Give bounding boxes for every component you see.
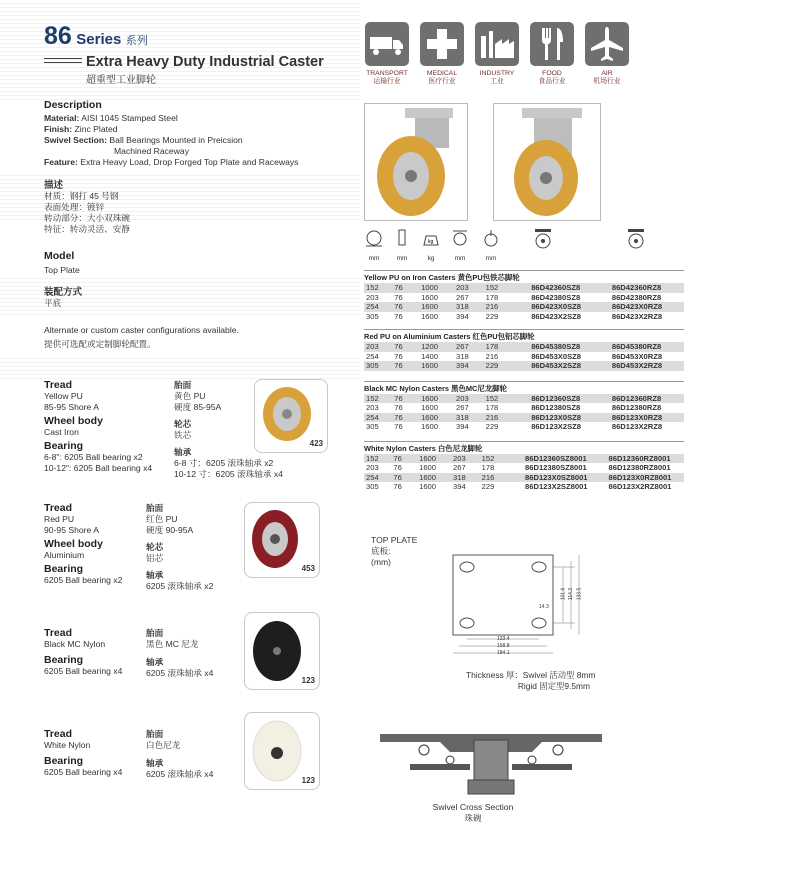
tread-value: Yellow PU: [44, 391, 83, 401]
table-cell: 86D123X2SZ8: [531, 422, 582, 431]
tread-heading-zh: 胎面: [174, 380, 192, 390]
description-heading: Description: [44, 99, 102, 111]
table-cell: 76: [394, 283, 403, 292]
table-cell: 86D423X0SZ8: [531, 302, 582, 311]
table-cell: 1200: [421, 342, 438, 351]
spec-table: [364, 454, 684, 492]
table-cell: 318: [453, 472, 466, 482]
tread-value: White Nylon: [44, 740, 91, 750]
table-row: [364, 302, 684, 312]
rigid-caster-image: [493, 103, 601, 221]
bearing-value: 6205 Ball bearing x4: [44, 767, 123, 777]
table-row: [364, 454, 684, 464]
table-cell: 229: [485, 311, 499, 321]
bearing-value-zh: 6205 滚珠轴承 x4: [146, 668, 214, 678]
table-cell: 318: [456, 302, 469, 311]
tread-heading: Tread: [44, 502, 73, 514]
industry-air: [585, 22, 637, 86]
wheel-spec-red-pu-zh: [146, 502, 236, 592]
description-zh-block: [44, 177, 130, 235]
description-zh-line: 特征：转动灵活、安静: [44, 224, 130, 234]
table-cell: 1600: [419, 463, 437, 472]
table-cell: 178: [481, 463, 495, 472]
table-cell: 76: [393, 453, 402, 463]
table-cell: 76: [394, 403, 403, 412]
description-zh-line: 材质：钢打 45 号钢: [44, 191, 119, 201]
tread-heading-zh: 胎面: [146, 503, 164, 513]
swivel-radius-icon: mm: [481, 228, 501, 262]
spec-table: [364, 394, 684, 432]
top-plate-title: TOP PLATE: [371, 535, 418, 545]
table-cell: 86D12360RZ8: [611, 393, 662, 403]
load-capacity-icon: kg kg: [421, 228, 441, 262]
table-cell: 86D12380RZ8001: [608, 463, 671, 472]
table-cell: 152: [366, 393, 379, 403]
table-cell: 1600: [421, 361, 438, 370]
airplane-icon: [585, 22, 629, 66]
table-cell: 305: [366, 311, 379, 321]
wheel-body-value: Cast Iron: [44, 427, 79, 437]
table-cell: 86D453X2RZ8: [611, 361, 663, 370]
table-cell: 86D123X0SZ8: [531, 412, 582, 422]
industry-transport: [365, 22, 417, 86]
table-row: [364, 403, 684, 413]
table-cell: 1000: [421, 283, 438, 292]
table-cell: 229: [481, 482, 495, 491]
dimension-label: 133.4: [497, 636, 510, 642]
wheel-body-heading-zh: 轮芯: [174, 419, 192, 429]
series-word: Series: [76, 31, 122, 48]
section-title: Red PU on Aluminium Casters 红色PU包铝芯脚轮: [364, 329, 684, 342]
dimension-label: 114.3: [568, 587, 575, 601]
wheel-spec-black-nylon-zh: [146, 627, 236, 679]
table-cell: 1600: [421, 292, 438, 302]
dimension-label: 133.5: [576, 587, 583, 601]
tread-value-zh: 黑色 MC 尼龙: [146, 639, 199, 649]
table-cell: 86D12360SZ8001: [525, 453, 587, 463]
thickness-note: [466, 670, 596, 692]
table-cell: 229: [485, 422, 499, 431]
page-title-zh: 超重型工业脚轮: [86, 75, 156, 86]
table-cell: 1600: [421, 302, 438, 311]
table-row: [364, 312, 684, 322]
table-cell: 216: [481, 472, 495, 482]
table-cell: 76: [394, 302, 403, 311]
table-cell: 86D123X2RZ8: [611, 422, 663, 431]
bearing-heading-zh: 轴承: [146, 570, 164, 580]
tread-value: Red PU: [44, 514, 75, 524]
wheel-body-heading-zh: 轮芯: [146, 542, 164, 552]
table-cell: 216: [485, 302, 499, 311]
industry-label: TRANSPORT 运输行业: [366, 70, 408, 85]
table-cell: 203: [366, 463, 379, 472]
table-cell: 152: [485, 283, 499, 292]
table-cell: 76: [394, 292, 403, 302]
bearing-value-zh: 6205 滚珠轴承 x2: [146, 581, 214, 591]
wheel-body-heading: Wheel body: [44, 415, 103, 427]
wheel-body-value-zh: 铝芯: [146, 553, 164, 563]
model-heading: Model: [44, 250, 75, 262]
table-cell: 86D453X0RZ8: [611, 351, 663, 361]
table-cell: 267: [453, 463, 466, 472]
table-cell: 394: [456, 311, 469, 321]
table-cell: 203: [453, 453, 466, 463]
table-cell: 152: [481, 453, 495, 463]
cross-section-caption: [428, 802, 518, 824]
table-cell: 1600: [421, 412, 438, 422]
table-cell: 216: [485, 351, 499, 361]
top-plate-title-zh: 底板:: [371, 546, 391, 556]
table-cell: 178: [485, 292, 499, 302]
series-number: 86: [44, 22, 72, 50]
bearing-value-zh-2: 10-12 寸：6205 滚珠轴承 x4: [174, 469, 283, 479]
bearing-heading-zh: 轴承: [146, 657, 164, 667]
table-cell: 394: [456, 422, 469, 431]
table-cell: 86D453X0SZ8: [531, 351, 582, 361]
table-cell: 1600: [421, 393, 438, 403]
wheel-image-red: [244, 502, 320, 578]
industry-label: INDUSTRY 工业: [479, 70, 515, 85]
table-cell: 203: [456, 393, 469, 403]
section-title: Yellow PU on Iron Casters 黄色PU包铁芯脚轮: [364, 270, 684, 283]
table-cell: 76: [393, 463, 402, 472]
dimension-label: 14.3: [539, 604, 549, 610]
overall-height-icon: mm: [450, 228, 470, 262]
tread-value-zh: 红色 PU: [146, 514, 178, 524]
swivel-caster-image: [364, 103, 468, 221]
series-zh: 系列: [125, 35, 148, 47]
bearing-value-zh: 6205 滚珠轴承 x4: [146, 769, 214, 779]
table-cell: 86D42380SZ8: [531, 292, 581, 302]
table-cell: 86D423X2SZ8: [531, 311, 582, 321]
table-cell: 86D45380SZ8: [531, 342, 581, 351]
table-row: [364, 422, 684, 432]
table-cell: 152: [485, 393, 499, 403]
table-row: [364, 342, 684, 352]
table-cell: 86D42360SZ8: [531, 283, 581, 292]
table-row: [364, 463, 684, 473]
wheel-diameter-icon: mm: [364, 228, 384, 262]
table-cell: 86D453X2SZ8: [531, 361, 582, 370]
table-cell: 1600: [419, 453, 437, 463]
table-cell: 1400: [421, 351, 438, 361]
table-cell: 394: [453, 482, 466, 491]
description-swivel: Swivel Section: Ball Bearings Mounted in Preicsion: [44, 135, 243, 145]
tread-value-zh-2: 硬度 85-95A: [174, 402, 222, 412]
table-row: [364, 293, 684, 303]
table-cell: 267: [456, 342, 469, 351]
tread-value-zh: 黄色 PU: [174, 391, 206, 401]
thickness-rigid: Rigid 固定型9.5mm: [517, 681, 590, 691]
table-cell: 178: [485, 403, 499, 412]
table-cell: 76: [394, 342, 403, 351]
industry-medical: [420, 22, 472, 86]
top-plate-unit: (mm): [371, 557, 392, 567]
bearing-value: 6205 Ball bearing x4: [44, 666, 123, 676]
bearing-heading: Bearing: [44, 440, 84, 452]
custom-note: [44, 325, 239, 350]
description-material: Material: AISI 1045 Stamped Steel: [44, 113, 178, 123]
cross-section-title-zh: 珠碗: [464, 813, 482, 823]
industry-label: AIR 机场行业: [593, 70, 621, 85]
dimension-label: 184.1: [497, 650, 510, 656]
table-cell: 76: [394, 393, 403, 403]
table-cell: 86D12360RZ8001: [608, 453, 671, 463]
table-cell: 178: [485, 342, 499, 351]
industry-food: [530, 22, 582, 86]
table-cell: 267: [456, 292, 469, 302]
table-cell: 76: [394, 311, 403, 321]
table-cell: 254: [366, 472, 379, 482]
dimension-label: 158.8: [497, 643, 510, 649]
bearing-value-zh: 6-8 寸：6205 滚珠轴承 x2: [174, 458, 274, 468]
title-rule: [44, 58, 82, 63]
page-title: Extra Heavy Duty Industrial Caster: [86, 54, 324, 70]
industry-label: FOOD 食品行业: [538, 70, 566, 85]
table-cell: 203: [366, 403, 379, 412]
industry-industry: [475, 22, 527, 86]
rigid-type-icon: [624, 228, 648, 255]
table-cell: 86D42380RZ8: [611, 292, 662, 302]
table-cell: 86D423X0RZ8: [611, 302, 663, 311]
table-cell: 305: [366, 482, 379, 491]
column-icons: [364, 228, 684, 264]
tread-heading: Tread: [44, 728, 73, 740]
model-block: [44, 250, 82, 309]
fork-knife-icon: [530, 22, 574, 66]
tread-heading: Tread: [44, 379, 73, 391]
section-title: Black MC Nylon Casters 黑色MC尼龙脚轮: [364, 381, 684, 394]
description-zh-heading: 描述: [44, 180, 64, 191]
table-cell: 76: [394, 422, 403, 431]
table-cell: 86D45380RZ8: [611, 342, 662, 351]
cross-section-title: Swivel Cross Section: [432, 802, 514, 812]
table-cell: 318: [456, 412, 469, 422]
dimension-label: 101.6: [560, 587, 567, 601]
table-cell: 254: [366, 302, 379, 311]
model-heading-zh: 装配方式: [44, 287, 83, 298]
wheel-code: 123: [301, 676, 315, 685]
table-cell: 254: [366, 412, 379, 422]
table-cell: 76: [394, 361, 403, 370]
table-cell: 86D423X2RZ8: [611, 311, 663, 321]
spec-table: [364, 283, 684, 321]
table-row: [364, 394, 684, 404]
table-cell: 76: [393, 472, 402, 482]
tread-value: Black MC Nylon: [44, 639, 106, 649]
table-cell: 229: [485, 361, 499, 370]
table-cell: 86D123X2SZ8001: [525, 482, 588, 491]
bearing-heading: Bearing: [44, 654, 84, 666]
table-cell: 254: [366, 351, 379, 361]
table-row: [364, 473, 684, 483]
truck-icon: [365, 22, 409, 66]
table-cell: 76: [394, 351, 403, 361]
top-plate-label: [371, 535, 417, 568]
table-cell: 86D42360RZ8: [611, 283, 662, 292]
tread-heading-zh: 胎面: [146, 729, 164, 739]
description-swivel-2: Machined Raceway: [114, 146, 189, 156]
table-cell: 216: [485, 412, 499, 422]
tread-heading-zh: 胎面: [146, 628, 164, 638]
tread-value-2: 90-95 Shore A: [44, 525, 99, 535]
spec-table: [364, 342, 684, 371]
custom-note-zh: 提供可选配或定制脚轮配置。: [44, 339, 156, 349]
table-row: [364, 361, 684, 371]
bearing-heading: Bearing: [44, 563, 84, 575]
table-cell: 86D123X0SZ8001: [525, 472, 588, 482]
factory-icon: [475, 22, 519, 66]
table-cell: 152: [366, 453, 379, 463]
top-plate-drawing: [445, 547, 595, 662]
wheel-image-yellow: [254, 379, 328, 453]
table-cell: 1600: [419, 482, 437, 491]
description-zh-line: 表面处理：镀锌: [44, 202, 105, 212]
table-cell: 1600: [419, 472, 437, 482]
table-cell: 86D12380RZ8: [611, 403, 662, 412]
industry-icons: [357, 22, 647, 92]
bearing-value: 6-8": 6205 Ball bearing x2: [44, 452, 143, 462]
wheel-image-black: [244, 612, 320, 690]
table-row: [364, 283, 684, 293]
industry-label: MEDICAL 医疗行业: [426, 70, 458, 85]
table-cell: 318: [456, 351, 469, 361]
thickness-swivel: Thickness 厚：Swivel 活动型 8mm: [466, 670, 596, 680]
description-finish: Finish: Zinc Plated: [44, 124, 118, 134]
table-cell: 394: [456, 361, 469, 370]
swivel-cross-section-drawing: [380, 722, 602, 802]
svg-text:kg: kg: [428, 239, 434, 245]
wheel-image-white: [244, 712, 320, 790]
tread-value-2: 85-95 Shore A: [44, 402, 99, 412]
bearing-value-2: 10-12": 6205 Ball bearing x4: [44, 463, 153, 473]
tread-heading: Tread: [44, 627, 73, 639]
wheel-spec-white-nylon-zh: [146, 728, 236, 780]
wheel-spec-yellow-pu-zh: [174, 379, 283, 480]
table-cell: 152: [366, 283, 379, 292]
description-feature: Feature: Extra Heavy Load, Drop Forged Top Plate and Raceways: [44, 157, 299, 167]
wheel-body-value: Aluminium: [44, 550, 85, 560]
model-value: Top Plate: [44, 265, 80, 275]
table-cell: 1600: [421, 311, 438, 321]
table-row: [364, 482, 684, 492]
series-heading: [44, 22, 148, 51]
bearing-heading-zh: 轴承: [146, 758, 164, 768]
description-block: [44, 99, 354, 168]
bearing-heading: Bearing: [44, 755, 84, 767]
table-row: [364, 413, 684, 423]
table-cell: 305: [366, 361, 379, 370]
caster-icon: [365, 104, 467, 220]
caster-icon: [494, 104, 600, 220]
table-cell: 1600: [421, 403, 438, 412]
stripe-band: [0, 355, 360, 380]
tread-value-zh-2: 硬度 90-95A: [146, 525, 194, 535]
table-cell: 86D12380SZ8: [531, 403, 581, 412]
table-cell: 86D123X2RZ8001: [608, 482, 672, 491]
table-cell: 86D12360SZ8: [531, 393, 581, 403]
wheel-body-value-zh: 铁芯: [174, 430, 192, 440]
wheel-code: 423: [309, 439, 323, 448]
custom-note-en: Alternate or custom caster configurations available.: [44, 325, 239, 335]
description-zh-line: 转动部分：大小双珠碗: [44, 213, 130, 223]
wheel-body-heading: Wheel body: [44, 538, 103, 550]
wheel-width-icon: mm: [392, 228, 412, 262]
table-cell: 203: [366, 342, 379, 351]
table-cell: 86D123X0RZ8001: [608, 472, 672, 482]
bearing-heading-zh: 轴承: [174, 447, 192, 457]
wheel-code: 453: [301, 564, 315, 573]
table-cell: 76: [393, 482, 402, 491]
table-cell: 1600: [421, 422, 438, 431]
table-cell: 305: [366, 422, 379, 431]
spec-tables: [364, 270, 684, 492]
model-value-zh: 平底: [44, 298, 62, 308]
bearing-value: 6205 Ball bearing x2: [44, 575, 123, 585]
table-cell: 86D12380SZ8001: [525, 463, 587, 472]
table-cell: 203: [366, 292, 379, 302]
section-title: White Nylon Casters 白色尼龙脚轮: [364, 441, 684, 454]
swivel-type-icon: [531, 228, 555, 255]
table-row: [364, 352, 684, 362]
table-cell: 203: [456, 283, 469, 292]
wheel-code: 123: [301, 776, 315, 785]
table-cell: 86D123X0RZ8: [611, 412, 663, 422]
tread-value-zh: 白色尼龙: [146, 740, 181, 750]
table-cell: 76: [394, 412, 403, 422]
medical-cross-icon: [420, 22, 464, 66]
table-cell: 267: [456, 403, 469, 412]
